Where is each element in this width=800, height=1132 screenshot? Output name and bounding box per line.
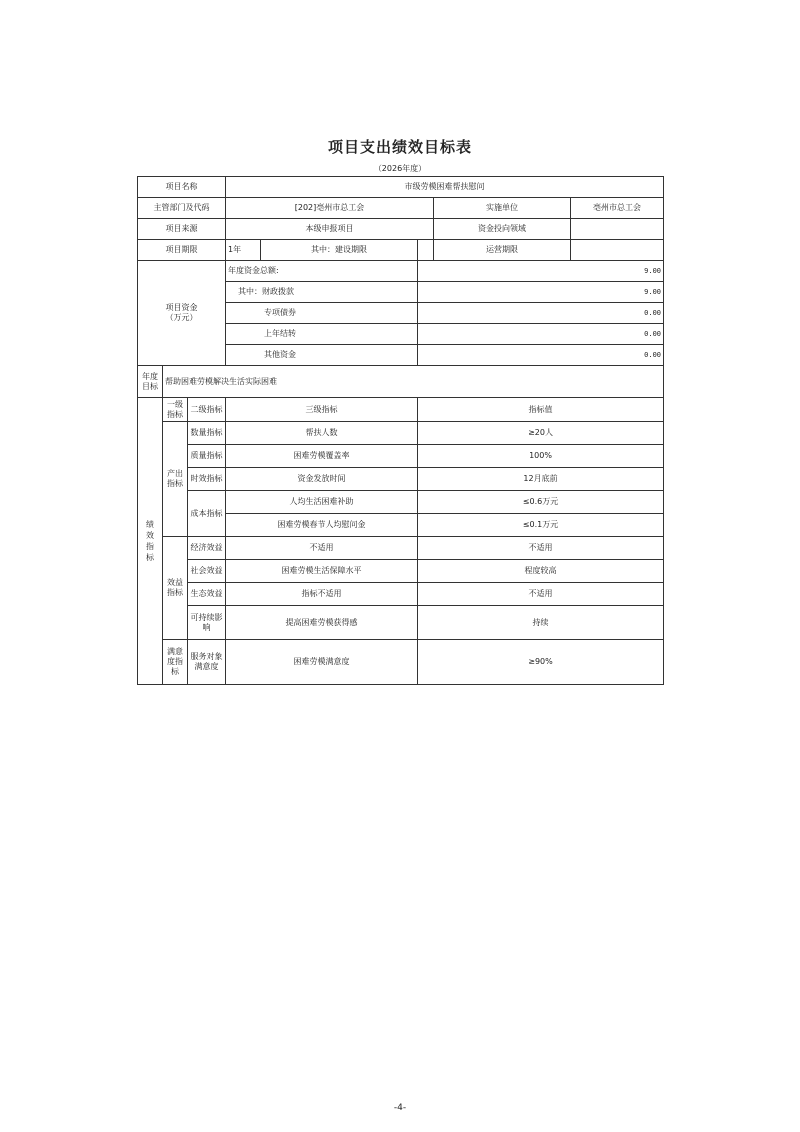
level3-cell: 困难劳模春节人均慰问金 xyxy=(226,514,418,537)
fund-item-label: 专项债券 xyxy=(226,303,418,324)
value-cell: 100% xyxy=(418,445,664,468)
level3-cell: 帮扶人数 xyxy=(226,422,418,445)
value-cell: 程度较高 xyxy=(418,560,664,583)
annual-goal-row xyxy=(138,366,664,398)
header-level3: 三级指标 xyxy=(226,398,418,422)
value-cell: 不适用 xyxy=(418,583,664,606)
invest-value xyxy=(571,219,664,240)
project-name-value: 市级劳模困难帮扶慰问 xyxy=(226,177,664,198)
benefit-indicator-label: 效益 指标 xyxy=(163,537,188,640)
level2-cell: 数量指标 xyxy=(188,422,226,445)
annual-goal-label: 年度 目标 xyxy=(138,366,163,398)
value-cell: ≥20人 xyxy=(418,422,664,445)
header-value: 指标值 xyxy=(418,398,664,422)
fund-item-label: 其他资金 xyxy=(226,345,418,366)
level2-cell: 质量指标 xyxy=(188,445,226,468)
indicator-header-row xyxy=(138,398,664,422)
fund-row xyxy=(138,261,664,282)
fund-item-value: 0.00 xyxy=(418,345,664,366)
value-cell: 不适用 xyxy=(418,537,664,560)
indicator-row xyxy=(138,583,664,606)
dept-row xyxy=(138,198,664,219)
dept-value: [202]亳州市总工会 xyxy=(226,198,434,219)
source-label: 项目来源 xyxy=(138,219,226,240)
invest-label: 资金投向领域 xyxy=(434,219,571,240)
level2-cell: 经济效益 xyxy=(188,537,226,560)
value-cell: ≤0.6万元 xyxy=(418,491,664,514)
indicator-row xyxy=(138,491,664,514)
level3-cell: 困难劳模满意度 xyxy=(226,640,418,685)
indicator-row xyxy=(138,468,664,491)
output-indicator-label: 产出 指标 xyxy=(163,422,188,537)
level3-cell: 不适用 xyxy=(226,537,418,560)
ops-label: 运营期限 xyxy=(434,240,571,261)
page-title: 项目支出绩效目标表 xyxy=(327,138,472,156)
level2-cell: 社会效益 xyxy=(188,560,226,583)
fund-item-value: 9.00 xyxy=(418,261,664,282)
build-label: 其中：建设期限 xyxy=(261,240,418,261)
level3-cell: 提高困难劳模获得感 xyxy=(226,606,418,640)
build-value xyxy=(418,240,434,261)
fund-item-label: 年度资金总额: xyxy=(226,261,418,282)
annual-goal-value: 帮助困难劳模解决生活实际困难 xyxy=(163,366,664,398)
fund-item-value: 9.00 xyxy=(418,282,664,303)
header-level2: 二级指标 xyxy=(188,398,226,422)
satisfaction-indicator-label: 满意 度指 标 xyxy=(163,640,188,685)
indicator-row xyxy=(138,606,664,640)
value-cell: 12月底前 xyxy=(418,468,664,491)
dept-label: 主管部门及代码 xyxy=(138,198,226,219)
fund-item-label: 上年结转 xyxy=(226,324,418,345)
fund-item-value: 0.00 xyxy=(418,324,664,345)
level3-cell: 困难劳模生活保障水平 xyxy=(226,560,418,583)
year-note: （2026年度） xyxy=(373,164,427,173)
level2-cell: 成本指标 xyxy=(188,491,226,537)
indicator-row xyxy=(138,422,664,445)
level2-cell: 时效指标 xyxy=(188,468,226,491)
header-level1: 一级 指标 xyxy=(163,398,188,422)
level2-cell: 服务对象满意度 xyxy=(188,640,226,685)
value-cell: 持续 xyxy=(418,606,664,640)
indicator-row xyxy=(138,537,664,560)
fund-label: 项目资金 （万元） xyxy=(138,261,226,366)
level3-cell: 指标不适用 xyxy=(226,583,418,606)
level3-cell: 人均生活困难补助 xyxy=(226,491,418,514)
value-cell: ≤0.1万元 xyxy=(418,514,664,537)
fund-item-value: 0.00 xyxy=(418,303,664,324)
project-name-row xyxy=(138,177,664,198)
source-value: 本级申报项目 xyxy=(226,219,434,240)
indicator-row xyxy=(138,560,664,583)
ops-value xyxy=(571,240,664,261)
impl-label: 实施单位 xyxy=(434,198,571,219)
level3-cell: 资金发放时间 xyxy=(226,468,418,491)
indicator-row xyxy=(138,640,664,685)
project-name-label: 项目名称 xyxy=(138,177,226,198)
performance-table xyxy=(137,176,664,685)
level2-cell: 可持续影响 xyxy=(188,606,226,640)
level3-cell: 困难劳模覆盖率 xyxy=(226,445,418,468)
page-number: -4- xyxy=(393,1103,407,1113)
period-row xyxy=(138,240,664,261)
perf-indicator-label: 绩 效 指 标 xyxy=(138,398,163,685)
fund-item-label: 其中：财政拨款 xyxy=(226,282,418,303)
period-value: 1年 xyxy=(226,240,261,261)
period-label: 项目期限 xyxy=(138,240,226,261)
source-row xyxy=(138,219,664,240)
level2-cell: 生态效益 xyxy=(188,583,226,606)
value-cell: ≥90% xyxy=(418,640,664,685)
indicator-row xyxy=(138,445,664,468)
impl-value: 亳州市总工会 xyxy=(571,198,664,219)
